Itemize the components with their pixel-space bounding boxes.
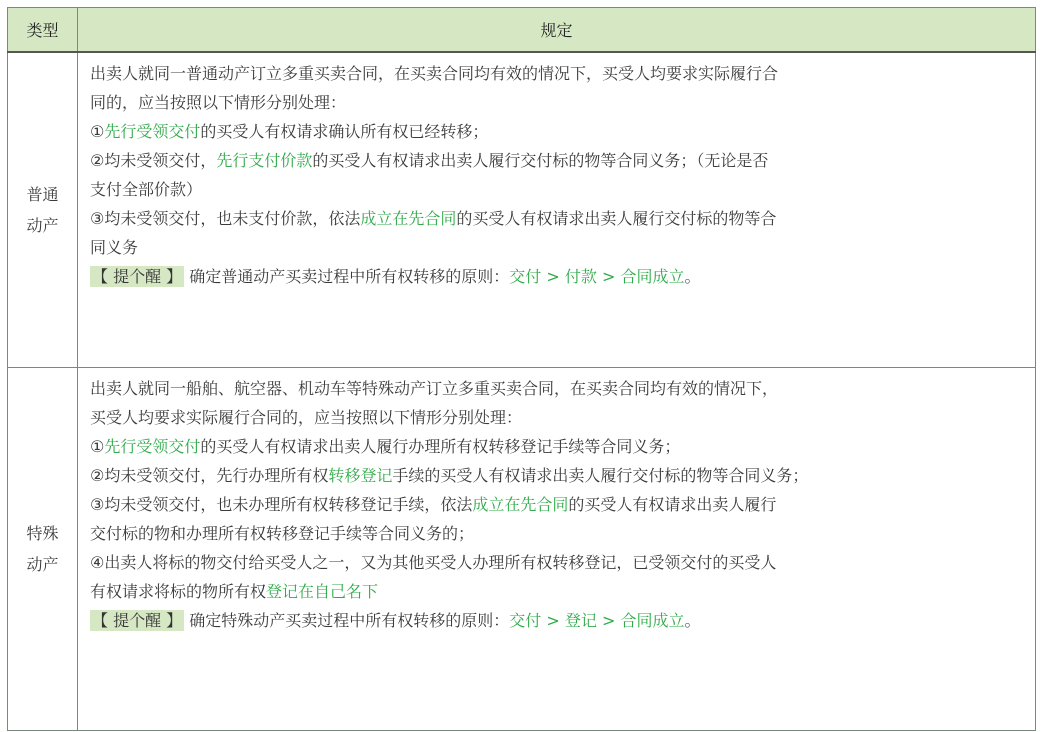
rule-line xyxy=(90,146,1023,175)
rule-line xyxy=(90,233,1023,262)
reminder-end: 。 xyxy=(684,611,701,630)
rule-text: 的买受人有权请求确认所有权已经转移； xyxy=(200,122,489,141)
rule-text: 出卖人就同一船舶、航空器、机动车等特殊动产订立多重买卖合同，在买卖合同均有效的情况下， xyxy=(90,379,779,398)
rule-line xyxy=(90,117,1023,146)
rule-text: 的买受人有权请求出卖人履行办理所有权转移登记手续等合同义务； xyxy=(200,437,681,456)
row-type-label: 动产 xyxy=(26,216,59,235)
row-type-label: 特殊 xyxy=(26,524,59,543)
highlight-text: 先行受领交付 xyxy=(104,437,201,456)
row-type-cell xyxy=(8,52,78,368)
reminder-line xyxy=(90,606,1023,635)
highlight-text: 登记在自己名下 xyxy=(266,582,379,601)
rule-text: 买受人均要求实际履行合同的，应当按照以下情形分别处理： xyxy=(90,408,523,427)
rule-line xyxy=(90,548,1023,577)
rule-text: ① xyxy=(90,122,105,141)
table-row xyxy=(8,368,1036,731)
reminder-principle: 交付 > 付款 > 合同成立 xyxy=(509,267,685,286)
row-rule-cell xyxy=(78,52,1036,368)
row-type-cell xyxy=(8,368,78,731)
rule-text: ③均未受领交付，也未办理所有权转移登记手续，依法 xyxy=(90,495,473,514)
rules-table-container xyxy=(7,7,1036,731)
reminder-line xyxy=(90,262,1023,291)
rule-text: 的买受人有权请求出卖人履行交付标的物等合 xyxy=(456,209,777,228)
rule-text: 有权请求将标的物所有权 xyxy=(90,582,267,601)
rule-line xyxy=(90,403,1023,432)
rule-line xyxy=(90,490,1023,519)
row-type-label: 普通 xyxy=(26,185,59,204)
rule-line xyxy=(90,59,1023,88)
highlight-text: 先行受领交付 xyxy=(104,122,201,141)
rule-text: 支付全部价款） xyxy=(90,180,203,199)
rule-text: ②均未受领交付， xyxy=(90,151,217,170)
row-type-label: 动产 xyxy=(26,555,59,574)
rule-line xyxy=(90,577,1023,606)
highlight-text: 成立在先合同 xyxy=(472,495,569,514)
rule-text: 同义务 xyxy=(90,238,139,257)
reminder-principle: 交付 > 登记 > 合同成立 xyxy=(509,611,685,630)
reminder-text: 确定特殊动产买卖过程中所有权转移的原则： xyxy=(184,611,510,630)
highlight-text: 成立在先合同 xyxy=(360,209,457,228)
rule-text: 同的，应当按照以下情形分别处理： xyxy=(90,93,347,112)
rule-line xyxy=(90,175,1023,204)
table-header-row xyxy=(8,8,1036,53)
rule-line xyxy=(90,88,1023,117)
rule-text: 手续的买受人有权请求出卖人履行交付标的物等合同义务； xyxy=(392,466,809,485)
row-rule-cell xyxy=(78,368,1036,731)
header-rule: 规定 xyxy=(78,8,1036,53)
reminder-text: 确定普通动产买卖过程中所有权转移的原则： xyxy=(184,267,510,286)
header-type: 类型 xyxy=(8,8,78,53)
rule-line xyxy=(90,461,1023,490)
highlight-text: 转移登记 xyxy=(328,466,393,485)
reminder-badge: 【 提个醒 】 xyxy=(92,611,183,630)
rule-line xyxy=(90,519,1023,548)
rule-text: 出卖人就同一普通动产订立多重买卖合同，在买卖合同均有效的情况下，买受人均要求实际履行合 xyxy=(90,64,779,83)
rules-table xyxy=(7,7,1036,731)
highlight-text: 先行支付价款 xyxy=(216,151,313,170)
rule-text: 的买受人有权请求出卖人履行交付标的物等合同义务；（无论是否 xyxy=(312,151,769,170)
rule-text: ③均未受领交付，也未支付价款，依法 xyxy=(90,209,361,228)
rule-text: ④出卖人将标的物交付给买受人之一，又为其他买受人办理所有权转移登记，已受领交付的买受人 xyxy=(90,553,777,572)
reminder-badge: 【 提个醒 】 xyxy=(92,267,183,286)
rule-line xyxy=(90,432,1023,461)
rule-text: 交付标的物和办理所有权转移登记手续等合同义务的； xyxy=(90,524,475,543)
reminder-end: 。 xyxy=(684,267,701,286)
table-row xyxy=(8,52,1036,368)
rule-text: 的买受人有权请求出卖人履行 xyxy=(568,495,777,514)
rule-text: ① xyxy=(90,437,105,456)
rule-text: ②均未受领交付，先行办理所有权 xyxy=(90,466,329,485)
rule-line xyxy=(90,374,1023,403)
rule-line xyxy=(90,204,1023,233)
table-body xyxy=(8,52,1036,731)
